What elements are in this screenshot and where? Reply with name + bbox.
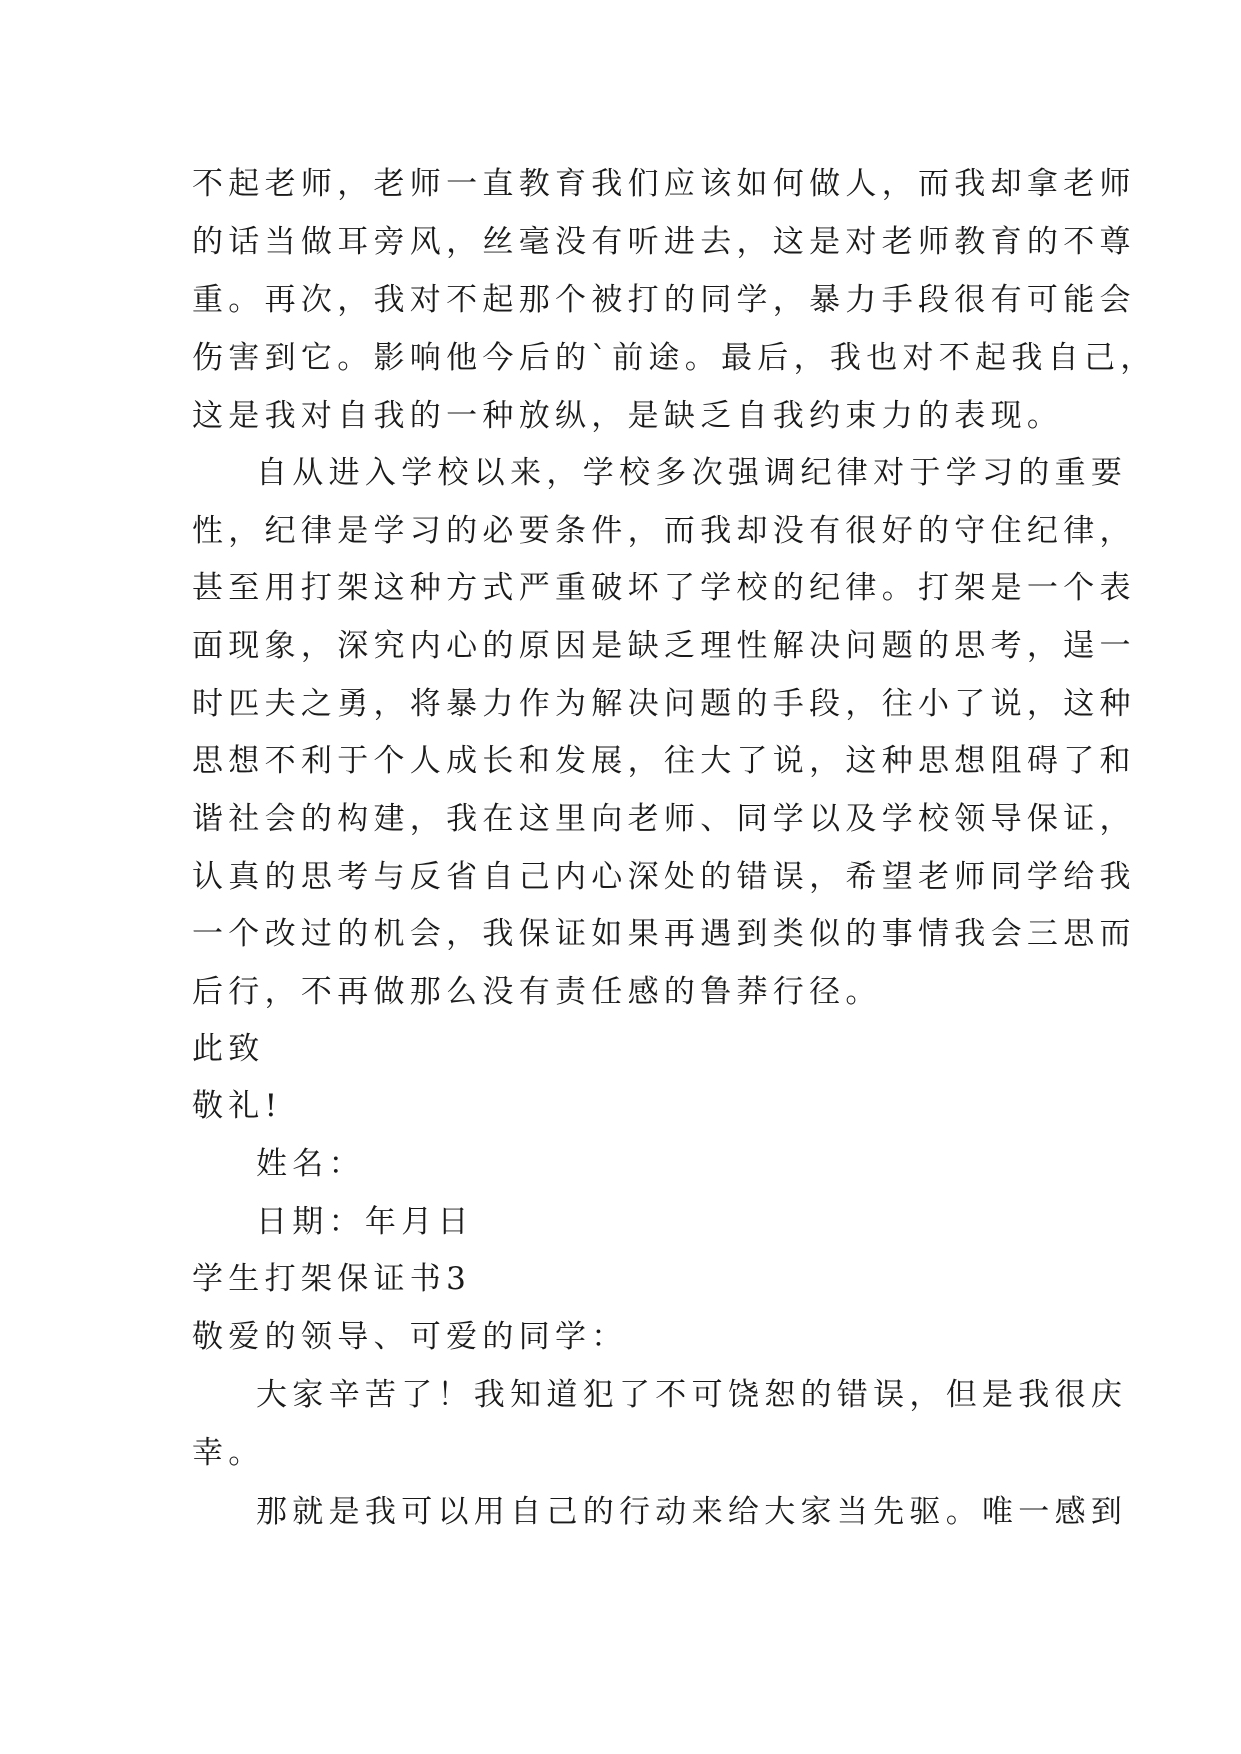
text-line: 重。再次，我对不起那个被打的同学，暴力手段很有可能会 [192,282,1136,318]
text-line: 时匹夫之勇，将暴力作为解决问题的手段，往小了说，这种 [192,686,1136,722]
letter-greeting: 敬爱的领导、可爱的同学： [192,1319,628,1355]
signature-name: 姓名： [256,1146,365,1182]
text-line: 一个改过的机会，我保证如果再遇到类似的事情我会三思而 [192,916,1136,952]
text-line: 甚至用打架这种方式严重破坏了学校的纪律。打架是一个表 [192,570,1136,606]
text-line: 幸。 [192,1435,265,1471]
text-line: 的话当做耳旁风，丝毫没有听进去，这是对老师教育的不尊 [192,224,1136,260]
paragraph-start-line: 大家辛苦了！我知道犯了不可饶恕的错误，但是我很庆 [256,1377,1128,1413]
text-line: 这是我对自我的一种放纵，是缺乏自我约束力的表现。 [192,398,1064,434]
text-line: 认真的思考与反省自己内心深处的错误，希望老师同学给我 [192,859,1136,895]
closing-salutation: 此致 [192,1031,265,1067]
text-line: 伤害到它。影响他今后的`前途。最后，我也对不起我自己， [192,340,1157,376]
paragraph-start-line: 那就是我可以用自己的行动来给大家当先驱。唯一感到 [256,1494,1128,1530]
paragraph-start-line: 自从进入学校以来，学校多次强调纪律对于学习的重要 [256,455,1128,491]
text-line: 谐社会的构建，我在这里向老师、同学以及学校领导保证， [192,801,1136,837]
text-line: 面现象，深究内心的原因是缺乏理性解决问题的思考，逞一 [192,628,1136,664]
text-line: 后行，不再做那么没有责任感的鲁莽行径。 [192,974,882,1010]
closing-regards: 敬礼! [192,1088,283,1124]
signature-date: 日期：年月日 [256,1204,474,1240]
section-title: 学生打架保证书3 [192,1261,472,1297]
text-line: 性，纪律是学习的必要条件，而我却没有很好的守住纪律， [192,513,1136,549]
text-line: 思想不利于个人成长和发展，往大了说，这种思想阻碍了和 [192,743,1136,779]
text-line: 不起老师，老师一直教育我们应该如何做人，而我却拿老师 [192,166,1136,202]
